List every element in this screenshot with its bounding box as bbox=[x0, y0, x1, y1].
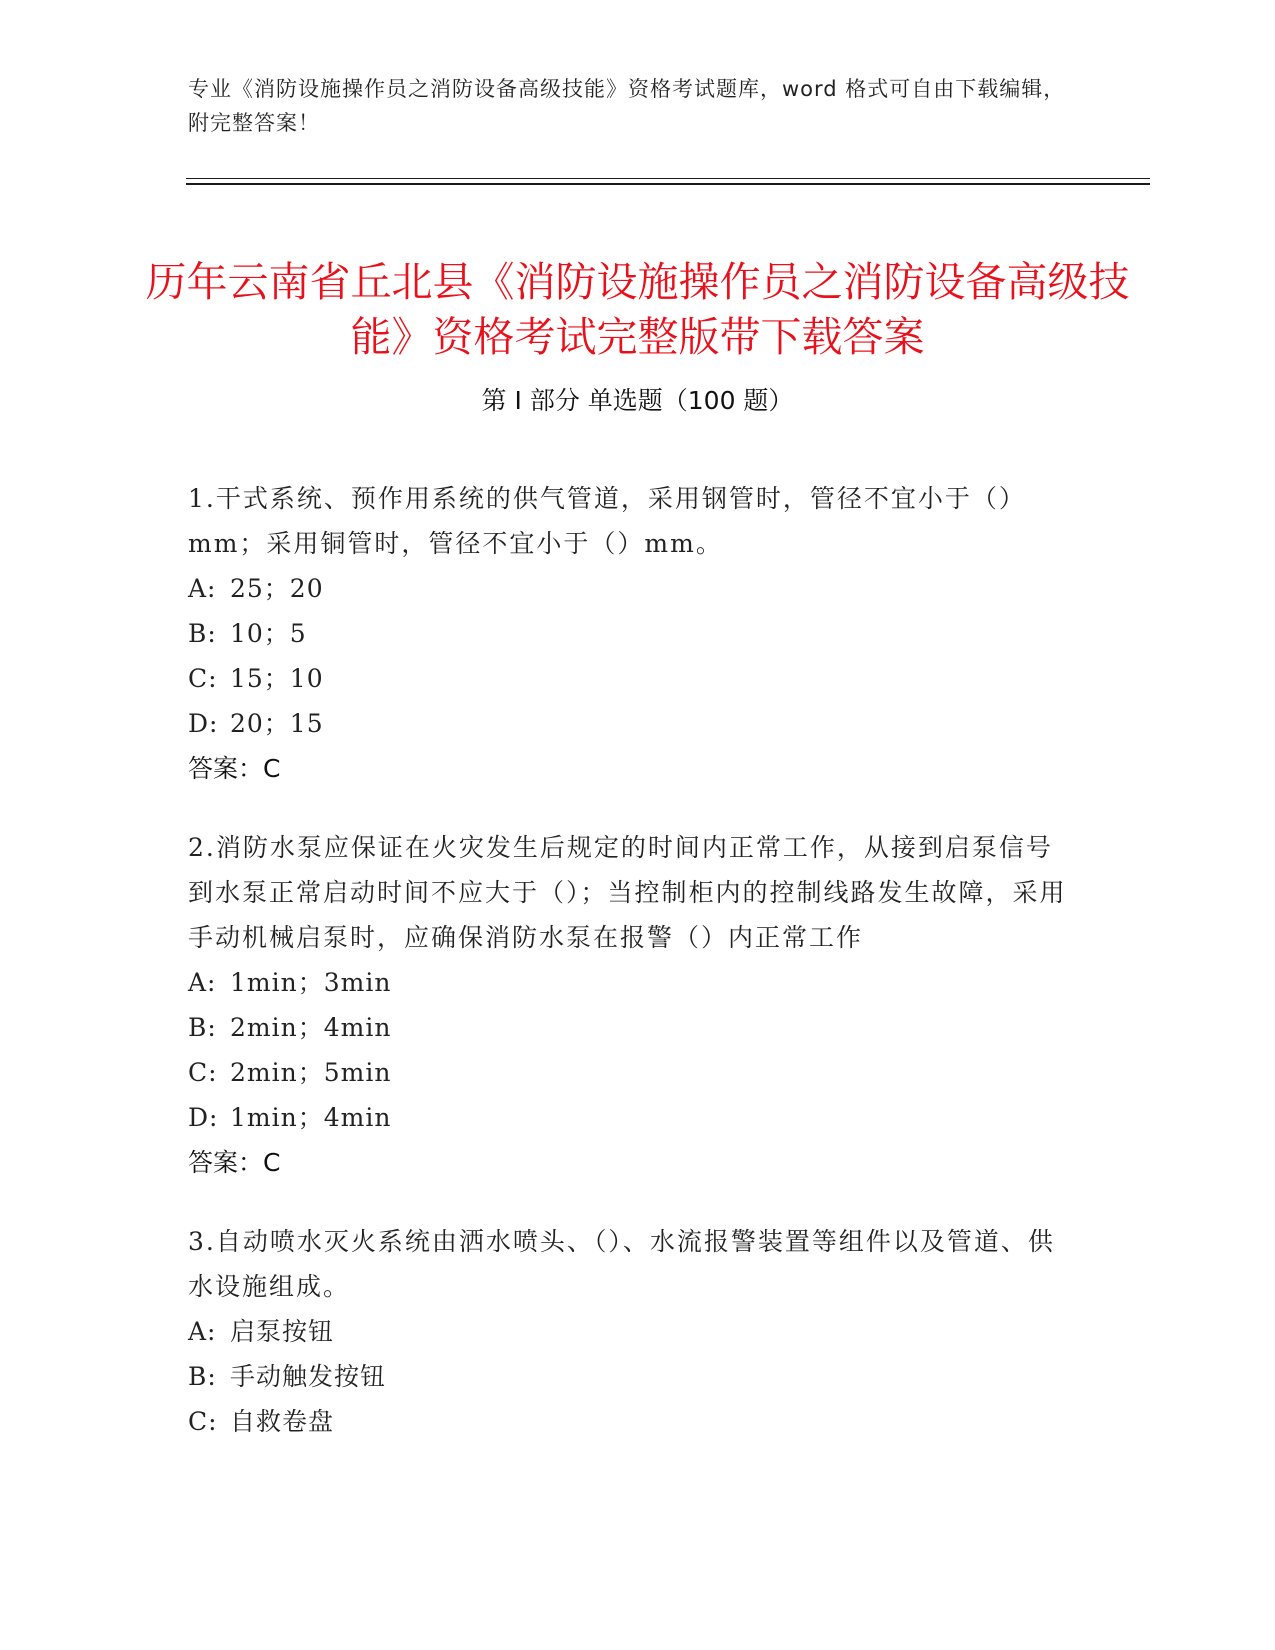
question-stem: 3.自动喷水灭火系统由洒水喷头、（）、水流报警装置等组件以及管道、供水设施组成。 bbox=[188, 1227, 1055, 1301]
option-c bbox=[188, 1050, 1068, 1095]
question-3 bbox=[188, 1219, 1068, 1444]
option-key: C: bbox=[188, 664, 218, 693]
option-d bbox=[188, 1095, 1068, 1140]
option-b bbox=[188, 1354, 1068, 1399]
document-title: 历年云南省丘北县《消防设施操作员之消防设备高级技能》资格考试完整版带下载答案 bbox=[145, 258, 1130, 362]
option-a bbox=[188, 566, 1068, 611]
option-key: B: bbox=[188, 1362, 217, 1391]
option-key: C: bbox=[188, 1058, 218, 1087]
option-text: 2min；5min bbox=[230, 1058, 392, 1087]
option-b bbox=[188, 1005, 1068, 1050]
option-key: A: bbox=[188, 1317, 217, 1346]
answer-line: 答案：C bbox=[188, 1148, 281, 1177]
question-stem: 2.消防水泵应保证在火灾发生后规定的时间内正常工作，从接到启泵信号到水泵正常启动时间不应大于（）；当控制柜内的控制线路发生故障，采用手动机械启泵时，应确保消防水泵在报警（）内正常工作 bbox=[188, 833, 1067, 952]
header-note: 专业《消防设施操作员之消防设备高级技能》资格考试题库，word 格式可自由下载编辑，附完整答案！ bbox=[188, 77, 1066, 135]
option-c bbox=[188, 656, 1068, 701]
option-text: 10；5 bbox=[230, 619, 307, 648]
option-key: D: bbox=[188, 1103, 219, 1132]
header-divider-thin bbox=[186, 178, 1150, 179]
option-text: 1min；4min bbox=[230, 1103, 392, 1132]
option-a bbox=[188, 1309, 1068, 1354]
option-key: A: bbox=[188, 968, 217, 997]
option-a bbox=[188, 960, 1068, 1005]
option-text: 20；15 bbox=[230, 709, 324, 738]
option-key: A: bbox=[188, 574, 217, 603]
option-d bbox=[188, 701, 1068, 746]
section-title: 第 I 部分 单选题（100 题） bbox=[481, 386, 794, 415]
option-key: C: bbox=[188, 1407, 218, 1436]
question-list bbox=[188, 476, 1068, 1478]
question-stem: 1.干式系统、预作用系统的供气管道，采用钢管时，管径不宜小于（）mm；采用铜管时，管径不宜小于（）mm。 bbox=[188, 484, 1026, 558]
option-text: 自救卷盘 bbox=[230, 1407, 335, 1436]
option-text: 15；10 bbox=[230, 664, 324, 693]
option-text: 1min；3min bbox=[230, 968, 392, 997]
option-text: 25；20 bbox=[230, 574, 324, 603]
option-text: 启泵按钮 bbox=[230, 1317, 335, 1346]
option-key: B: bbox=[188, 1013, 217, 1042]
question-2 bbox=[188, 825, 1068, 1185]
header-divider-thick bbox=[186, 183, 1150, 185]
answer-line: 答案：C bbox=[188, 754, 281, 783]
option-text: 手动触发按钮 bbox=[230, 1362, 387, 1391]
question-1 bbox=[188, 476, 1068, 791]
option-key: B: bbox=[188, 619, 217, 648]
option-text: 2min；4min bbox=[230, 1013, 392, 1042]
option-key: D: bbox=[188, 709, 219, 738]
option-c bbox=[188, 1399, 1068, 1444]
option-b bbox=[188, 611, 1068, 656]
